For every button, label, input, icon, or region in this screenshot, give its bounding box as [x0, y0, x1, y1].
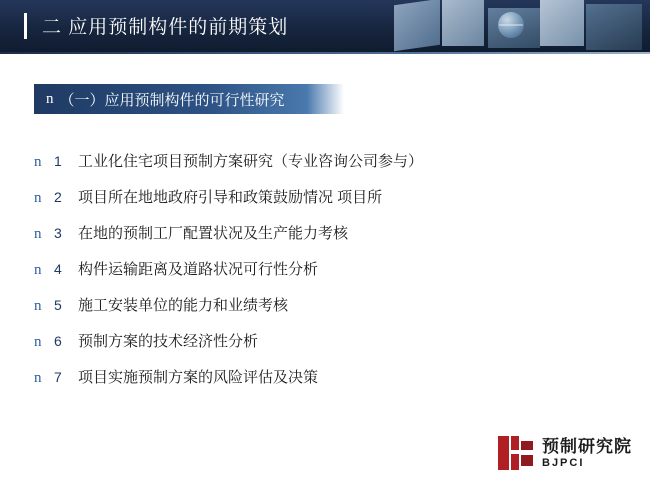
list-item [34, 222, 614, 258]
list-bullet-icon: n [34, 262, 42, 278]
logo-text [542, 437, 632, 470]
list-bullet-icon: n [34, 370, 42, 386]
list-bullet-icon: n [34, 298, 42, 314]
logo-mark-icon [496, 433, 536, 473]
list-item [34, 258, 614, 294]
cube-icon [394, 0, 440, 51]
list-bullet-icon: n [34, 226, 42, 242]
list-item [34, 294, 614, 330]
list-item-number: 3 [54, 225, 62, 241]
list-item-number: 6 [54, 333, 62, 349]
cube-icon [586, 4, 642, 50]
cube-icon [442, 0, 484, 46]
list-item-label: 在地的预制工厂配置状况及生产能力考核 [78, 225, 349, 242]
logo-name-cn: 预制研究院 [542, 436, 632, 456]
section-title: （一）应用预制构件的可行性研究 [59, 91, 285, 109]
globe-icon [498, 12, 524, 38]
decorative-cubes [380, 0, 650, 52]
list-bullet-icon: n [34, 190, 42, 206]
cube-icon [540, 0, 584, 46]
header-divider [0, 52, 650, 54]
list-item-number: 4 [54, 261, 62, 277]
list-bullet-icon: n [34, 334, 42, 350]
list-item [34, 330, 614, 366]
list-item-number: 5 [54, 297, 62, 313]
list-item-number: 1 [54, 153, 62, 169]
list-item-number: 7 [54, 369, 62, 385]
organization-logo [496, 433, 632, 473]
logo-name-en: BJPCI [542, 456, 585, 469]
section-bullet-icon: n [46, 90, 54, 107]
list-bullet-icon: n [34, 154, 42, 170]
section-title-bar [34, 84, 344, 114]
list-item [34, 150, 614, 186]
page-title: 二 应用预制构件的前期策划 [42, 17, 289, 38]
slide-header [0, 0, 650, 52]
bullet-list [34, 150, 614, 402]
list-item-number: 2 [54, 189, 62, 205]
list-item [34, 186, 614, 222]
list-item-label: 预制方案的技术经济性分析 [78, 333, 259, 350]
list-item-label: 项目所在地地政府引导和政策鼓励情况 项目所 [78, 189, 383, 206]
list-item-label: 施工安装单位的能力和业绩考核 [78, 297, 289, 314]
title-accent-bar [24, 13, 27, 39]
list-item [34, 366, 614, 402]
list-item-label: 构件运输距离及道路状况可行性分析 [78, 261, 319, 278]
list-item-label: 项目实施预制方案的风险评估及决策 [78, 369, 319, 386]
list-item-label: 工业化住宅项目预制方案研究（专业咨询公司参与） [78, 153, 424, 170]
